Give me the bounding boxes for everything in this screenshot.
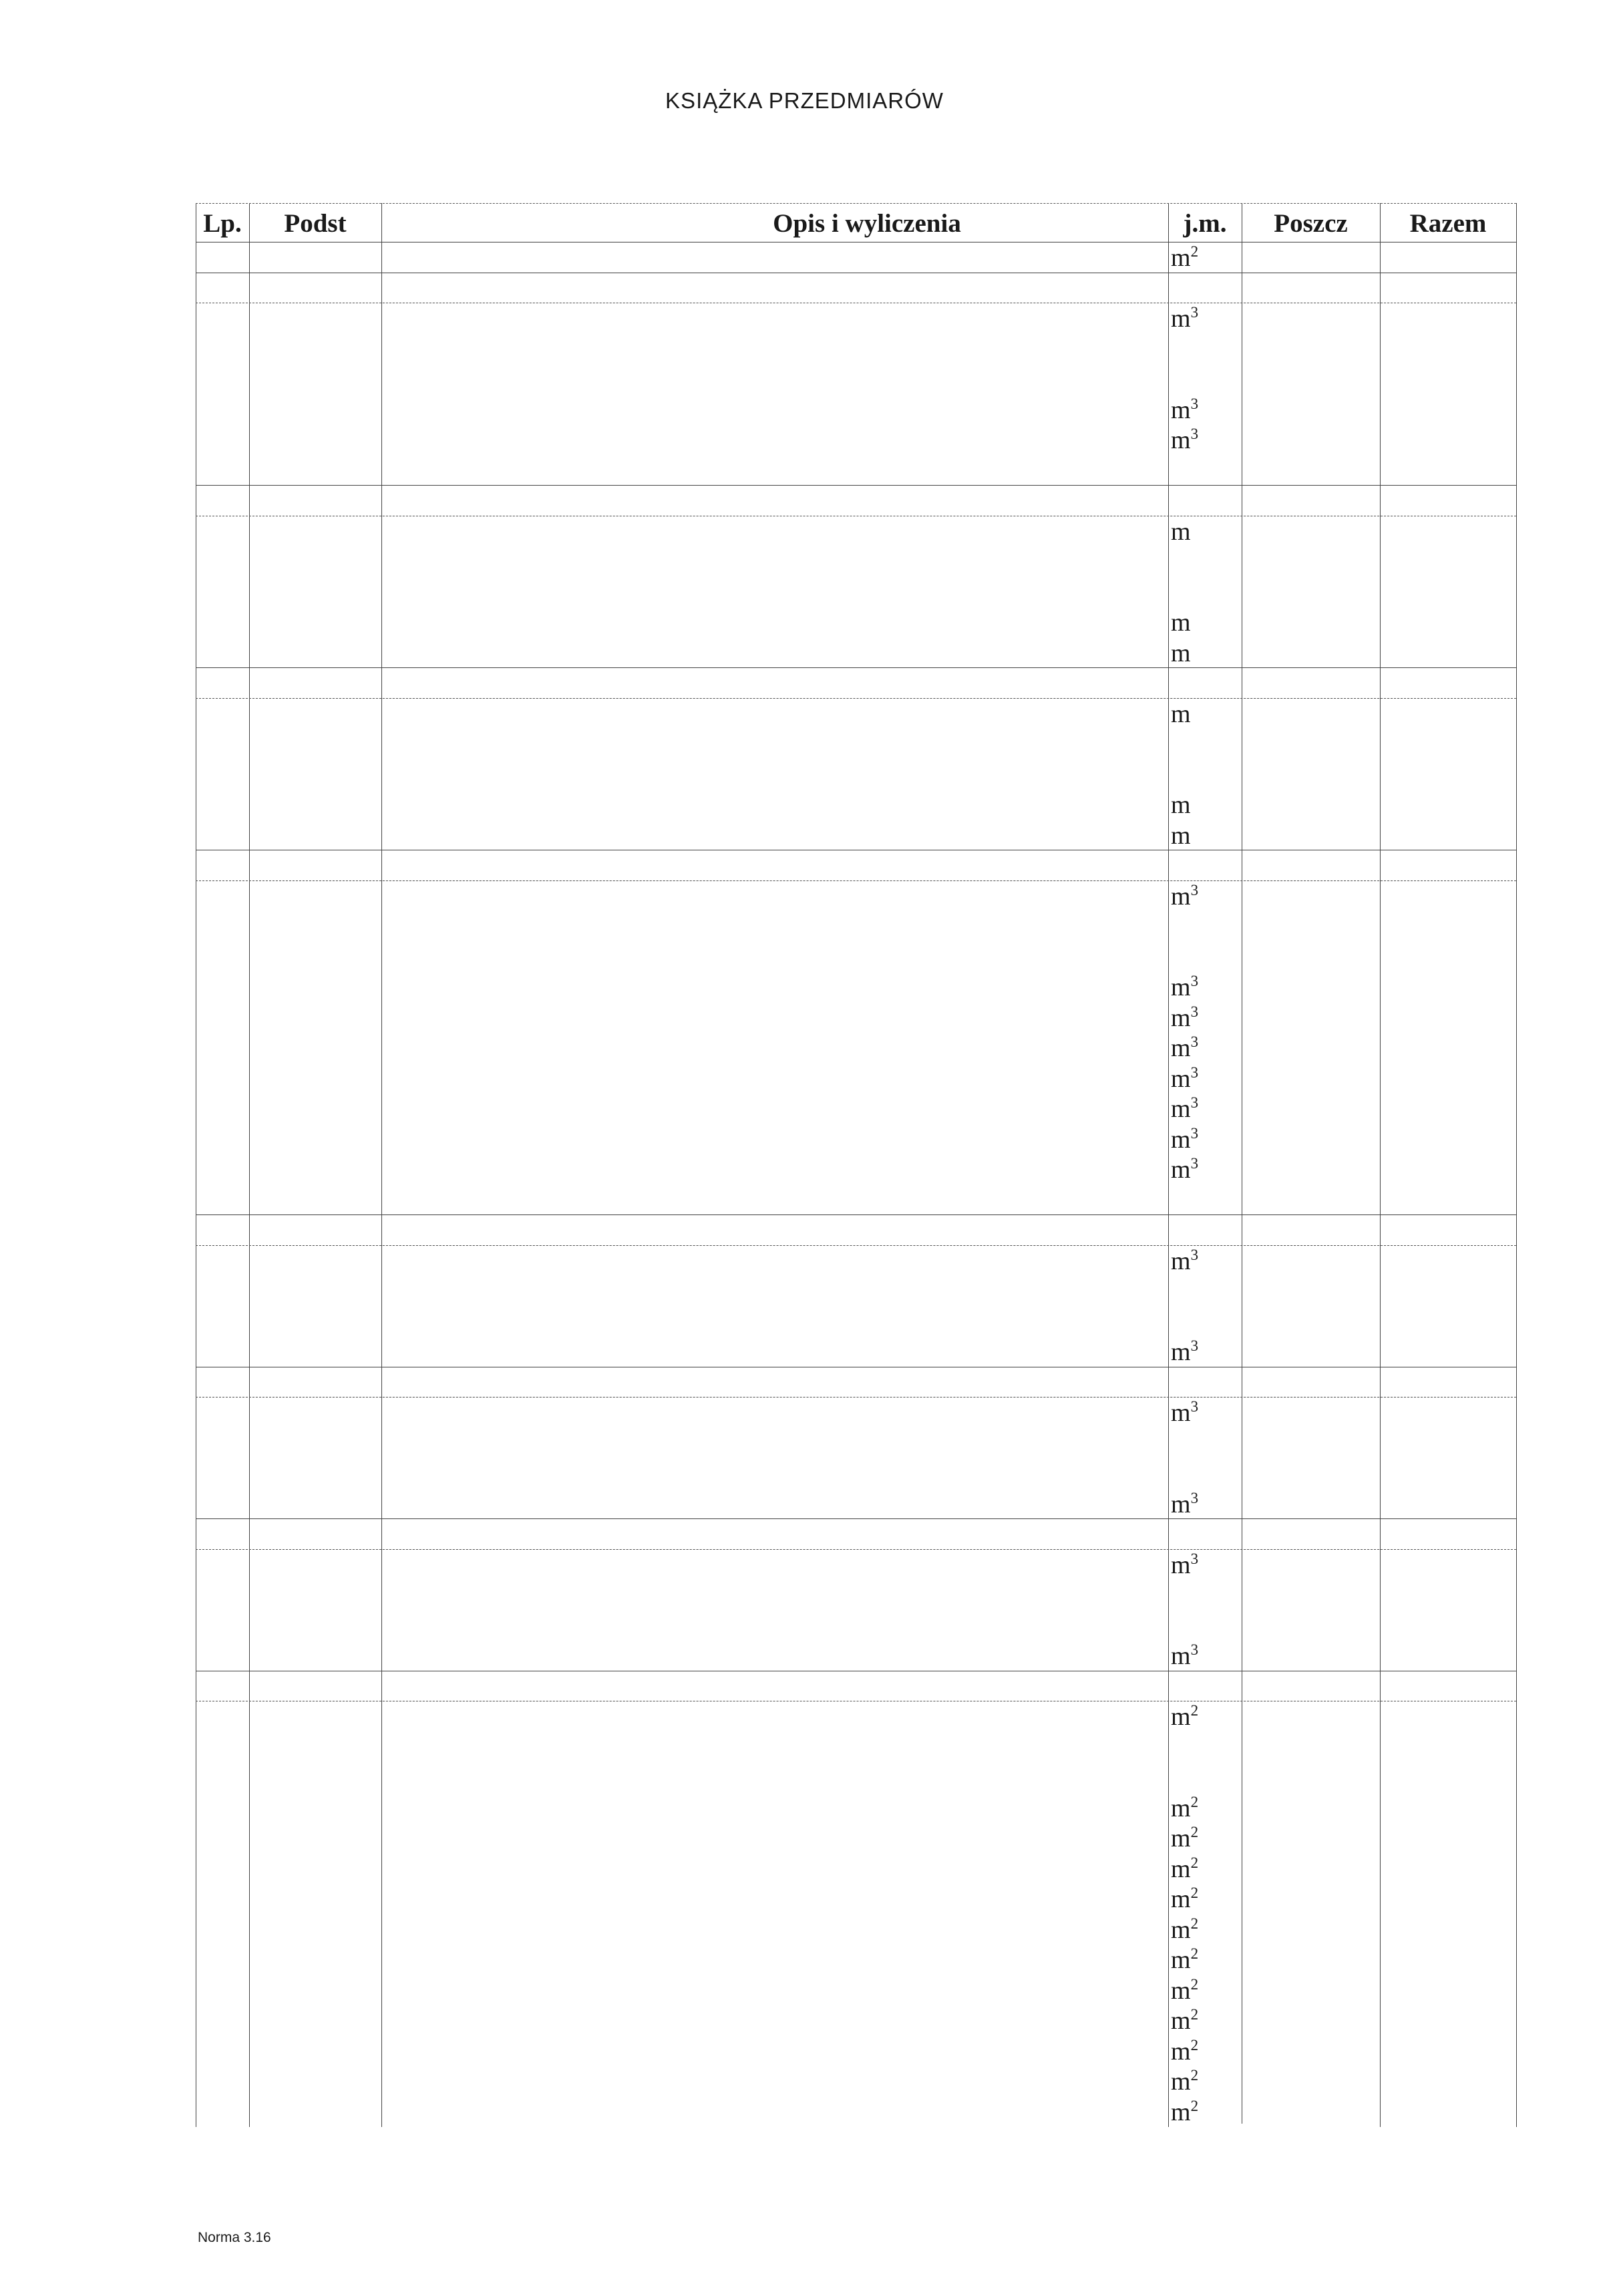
cell-jm <box>1171 882 1198 912</box>
unit-base: m <box>1171 973 1191 1001</box>
unit-exponent: 3 <box>1190 1246 1199 1263</box>
row-divider <box>196 203 1516 204</box>
unit-base: m <box>1171 1915 1191 1944</box>
unit-exponent: 3 <box>1190 1337 1199 1354</box>
cell-jm <box>1171 1155 1198 1185</box>
cell-jm <box>1171 1854 1198 1884</box>
unit-base: m <box>1171 1946 1191 1974</box>
row-divider <box>196 1245 1516 1246</box>
cell-jm <box>1171 243 1198 273</box>
cell-jm <box>1171 2098 1198 2128</box>
cell-jm <box>1171 1033 1198 1063</box>
column-divider <box>1168 203 1169 2127</box>
cell-jm <box>1171 2037 1198 2067</box>
header-jm: j.m. <box>1183 209 1227 238</box>
unit-base: m <box>1171 1550 1191 1579</box>
cell-jm <box>1171 2006 1198 2036</box>
cell-jm <box>1171 608 1191 638</box>
unit-base: m <box>1171 517 1191 546</box>
cell-jm <box>1171 699 1191 729</box>
przedmiar-table <box>196 203 1516 2127</box>
unit-base: m <box>1171 426 1191 454</box>
unit-exponent: 2 <box>1190 1945 1199 1962</box>
cell-jm <box>1171 304 1198 334</box>
unit-exponent: 3 <box>1190 1003 1199 1020</box>
header-lp: Lp. <box>203 209 242 238</box>
cell-jm <box>1171 1945 1198 1975</box>
header-poszcz: Poszcz <box>1274 209 1348 238</box>
unit-base: m <box>1171 2037 1191 2066</box>
header-opis: Opis i wyliczenia <box>773 209 961 238</box>
unit-base: m <box>1171 1156 1191 1184</box>
unit-base: m <box>1171 821 1191 850</box>
unit-exponent: 2 <box>1190 2006 1199 2023</box>
unit-base: m <box>1171 1034 1191 1062</box>
unit-base: m <box>1171 1824 1191 1852</box>
unit-base: m <box>1171 1703 1191 1731</box>
cell-jm <box>1171 1550 1198 1581</box>
unit-base: m <box>1171 639 1191 667</box>
unit-exponent: 2 <box>1190 1824 1199 1840</box>
cell-jm <box>1171 1976 1198 2006</box>
cell-jm <box>1171 517 1191 547</box>
column-divider <box>249 203 250 2127</box>
cell-jm <box>1171 1702 1198 1732</box>
unit-base: m <box>1171 1064 1191 1093</box>
cell-jm <box>1171 1794 1198 1824</box>
cell-jm <box>1171 1824 1198 1854</box>
unit-base: m <box>1171 882 1191 911</box>
cell-jm <box>1171 1064 1198 1094</box>
unit-exponent: 2 <box>1190 1915 1199 1932</box>
unit-exponent: 3 <box>1190 304 1199 321</box>
column-divider <box>1380 203 1381 2127</box>
unit-base: m <box>1171 1976 1191 2005</box>
row-divider <box>196 1397 1516 1398</box>
cell-jm <box>1171 426 1198 456</box>
unit-base: m <box>1171 1399 1191 1427</box>
unit-base: m <box>1171 1125 1191 1154</box>
row-divider <box>196 1518 1516 1519</box>
unit-exponent: 3 <box>1190 1398 1199 1415</box>
unit-base: m <box>1171 2007 1191 2035</box>
unit-base: m <box>1171 1642 1191 1670</box>
unit-exponent: 3 <box>1190 973 1199 989</box>
cell-jm <box>1171 1247 1198 1277</box>
unit-base: m <box>1171 1338 1191 1366</box>
row-divider <box>196 485 1516 486</box>
column-divider <box>1516 203 1517 2127</box>
unit-exponent: 2 <box>1190 1854 1199 1871</box>
cell-jm <box>1171 1490 1198 1520</box>
unit-base: m <box>1171 1794 1191 1822</box>
cell-jm <box>1171 1337 1198 1367</box>
cell-jm <box>1171 1641 1198 1671</box>
unit-base: m <box>1171 1854 1191 1883</box>
cell-jm <box>1171 790 1191 820</box>
unit-base: m <box>1171 305 1191 333</box>
cell-jm <box>1171 1884 1198 1915</box>
cell-jm <box>1171 1125 1198 1155</box>
header-razem: Razem <box>1409 209 1487 238</box>
unit-base: m <box>1171 2098 1191 2126</box>
unit-exponent: 2 <box>1190 1702 1199 1719</box>
cell-jm <box>1171 1003 1198 1033</box>
unit-exponent: 3 <box>1190 395 1199 412</box>
unit-exponent: 2 <box>1190 1884 1199 1901</box>
header-podst: Podst <box>284 209 347 238</box>
unit-base: m <box>1171 1095 1191 1123</box>
unit-base: m <box>1171 2068 1191 2096</box>
unit-exponent: 2 <box>1190 243 1199 260</box>
unit-base: m <box>1171 1885 1191 1913</box>
unit-exponent: 3 <box>1190 1094 1199 1111</box>
unit-exponent: 2 <box>1190 2097 1199 2114</box>
unit-base: m <box>1171 1490 1191 1518</box>
unit-exponent: 2 <box>1190 2036 1199 2054</box>
unit-base: m <box>1171 395 1191 424</box>
unit-exponent: 3 <box>1190 1155 1199 1172</box>
cell-jm <box>1171 1915 1198 1945</box>
cell-jm <box>1171 2067 1198 2097</box>
column-divider <box>381 203 382 2127</box>
page-title: KSIĄŻKA PRZEDMIARÓW <box>665 88 944 113</box>
cell-jm <box>1171 1398 1198 1428</box>
row-divider <box>196 698 1516 699</box>
unit-exponent: 2 <box>1190 2067 1199 2084</box>
row-divider <box>196 1214 1516 1215</box>
unit-exponent: 3 <box>1190 881 1199 898</box>
footer-norma: Norma 3.16 <box>198 2230 271 2245</box>
unit-exponent: 3 <box>1190 1641 1199 1658</box>
unit-exponent: 3 <box>1190 1124 1199 1142</box>
unit-exponent: 2 <box>1190 1793 1199 1810</box>
unit-base: m <box>1171 791 1191 819</box>
cell-jm <box>1171 821 1191 851</box>
unit-base: m <box>1171 609 1191 637</box>
unit-exponent: 3 <box>1190 426 1199 442</box>
row-divider <box>196 667 1516 668</box>
row-divider <box>196 880 1516 881</box>
cell-jm <box>1171 1094 1198 1124</box>
unit-exponent: 3 <box>1190 1550 1199 1567</box>
cell-jm <box>1171 395 1198 426</box>
unit-exponent: 3 <box>1190 1033 1199 1050</box>
unit-exponent: 2 <box>1190 1975 1199 1993</box>
cell-jm <box>1171 639 1191 669</box>
unit-base: m <box>1171 244 1191 272</box>
unit-base: m <box>1171 1247 1191 1275</box>
unit-base: m <box>1171 699 1191 728</box>
unit-base: m <box>1171 1003 1191 1032</box>
unit-exponent: 3 <box>1190 1063 1199 1081</box>
cell-jm <box>1171 973 1198 1003</box>
unit-exponent: 3 <box>1190 1489 1199 1506</box>
row-divider <box>196 1549 1516 1550</box>
